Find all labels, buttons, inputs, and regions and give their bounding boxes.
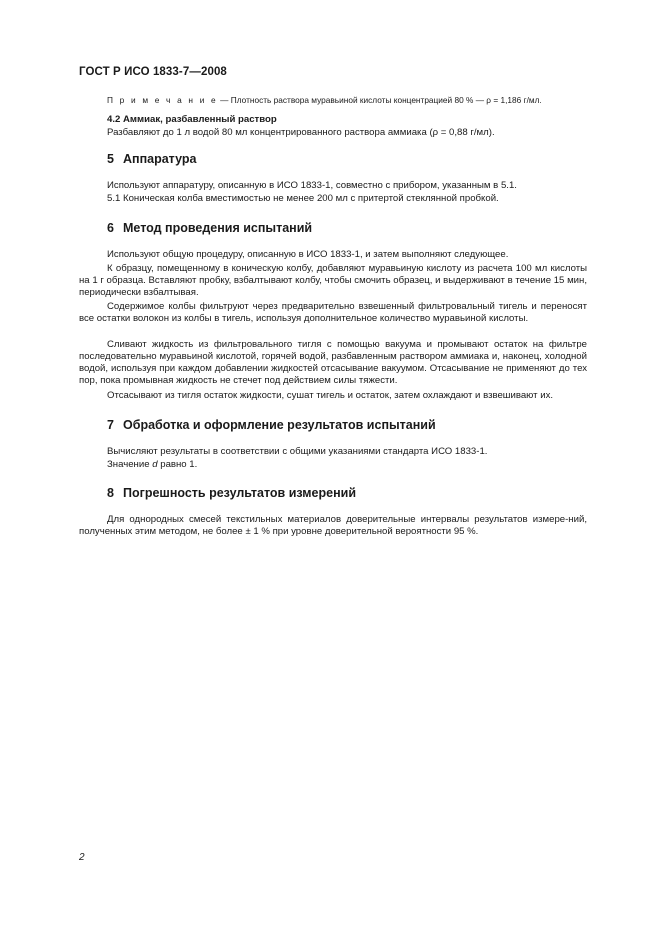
section-7-paragraph-2: Значение d равно 1. <box>107 459 198 470</box>
section-6-title: Метод проведения испытаний <box>123 221 313 235</box>
document-header: ГОСТ Р ИСО 1833-7—2008 <box>79 66 227 78</box>
section-7-heading <box>107 418 436 432</box>
section-6-paragraph-5: Отсасывают из тигля остаток жидкости, сушат тигель и остаток, затем охлаждают и взвешивают их. <box>107 390 554 401</box>
subsection-4-2-title: 4.2 Аммиак, разбавленный раствор <box>107 114 277 125</box>
section-5-title: Аппаратура <box>123 152 197 166</box>
section-7-number: 7 <box>107 418 114 432</box>
section-5-number: 5 <box>107 152 114 166</box>
section-6-number: 6 <box>107 221 114 235</box>
section-6-paragraph-4: Сливают жидкость из фильтровального тигля с помощью вакуума и промывают остаток на фильтре последовательно муравьиной кислотой, горячей водой, разбавленным раствором аммиака и, наконец, холодной водой, используя при каждом добавлении жидкостей отсасывание вакуумом. Отсасывание не применяют до тех пор, пока промывная жидкость не стечет под действием силы тяжести. <box>79 339 587 386</box>
section-8-number: 8 <box>107 486 114 500</box>
section-6-paragraph-2: К образцу, помещенному в коническую колбу, добавляют муравьиную кислоту из расчета 100 мл кислоты на 1 г образца. Вставляют пробку, взбалтывают колбу, чтобы смочить образец, и выдерживают в течение 15 мин, периодически взбалтывая. <box>79 263 587 298</box>
subsection-4-2-text: Разбавляют до 1 л водой 80 мл концентрированного раствора аммиака (ρ = 0,88 г/мл). <box>107 127 495 138</box>
section-7-paragraph-1: Вычисляют результаты в соответствии с общими указаниями стандарта ИСО 1833-1. <box>107 446 488 457</box>
variable-d: d <box>152 459 158 470</box>
section-6-paragraph-1: Используют общую процедуру, описанную в ИСО 1833-1, и затем выполняют следующее. <box>107 249 509 260</box>
section-7-title: Обработка и оформление результатов испытаний <box>123 418 436 432</box>
section-8-title: Погрешность результатов измерений <box>123 486 357 500</box>
note-label: П р и м е ч а н и е <box>107 95 218 105</box>
page-number: 2 <box>79 852 85 863</box>
note <box>107 95 587 105</box>
section-5-paragraph-1: Используют аппаратуру, описанную в ИСО 1833-1, совместно с прибором, указанным в 5.1. <box>107 180 517 191</box>
section-8-paragraph-1: Для однородных смесей текстильных материалов доверительные интервалы результатов измере-ний, полученных этим методом, не более ± 1 % при уровне доверительной вероятности 95 %. <box>79 514 587 537</box>
section-6-heading <box>107 221 312 235</box>
section-5-heading <box>107 152 196 166</box>
section-5-paragraph-2: 5.1 Коническая колба вместимостью не менее 200 мл с притертой стеклянной пробкой. <box>107 193 499 204</box>
section-8-heading <box>107 486 356 500</box>
note-text: — Плотность раствора муравьиной кислоты концентрацией 80 % — ρ = 1,186 г/мл. <box>217 95 542 105</box>
section-6-paragraph-3: Содержимое колбы фильтруют через предварительно взвешенный фильтровальный тигель и переносят все остатки волокон из колбы в тигель, используя дополнительное количество муравьиной кислоты. <box>79 301 587 324</box>
